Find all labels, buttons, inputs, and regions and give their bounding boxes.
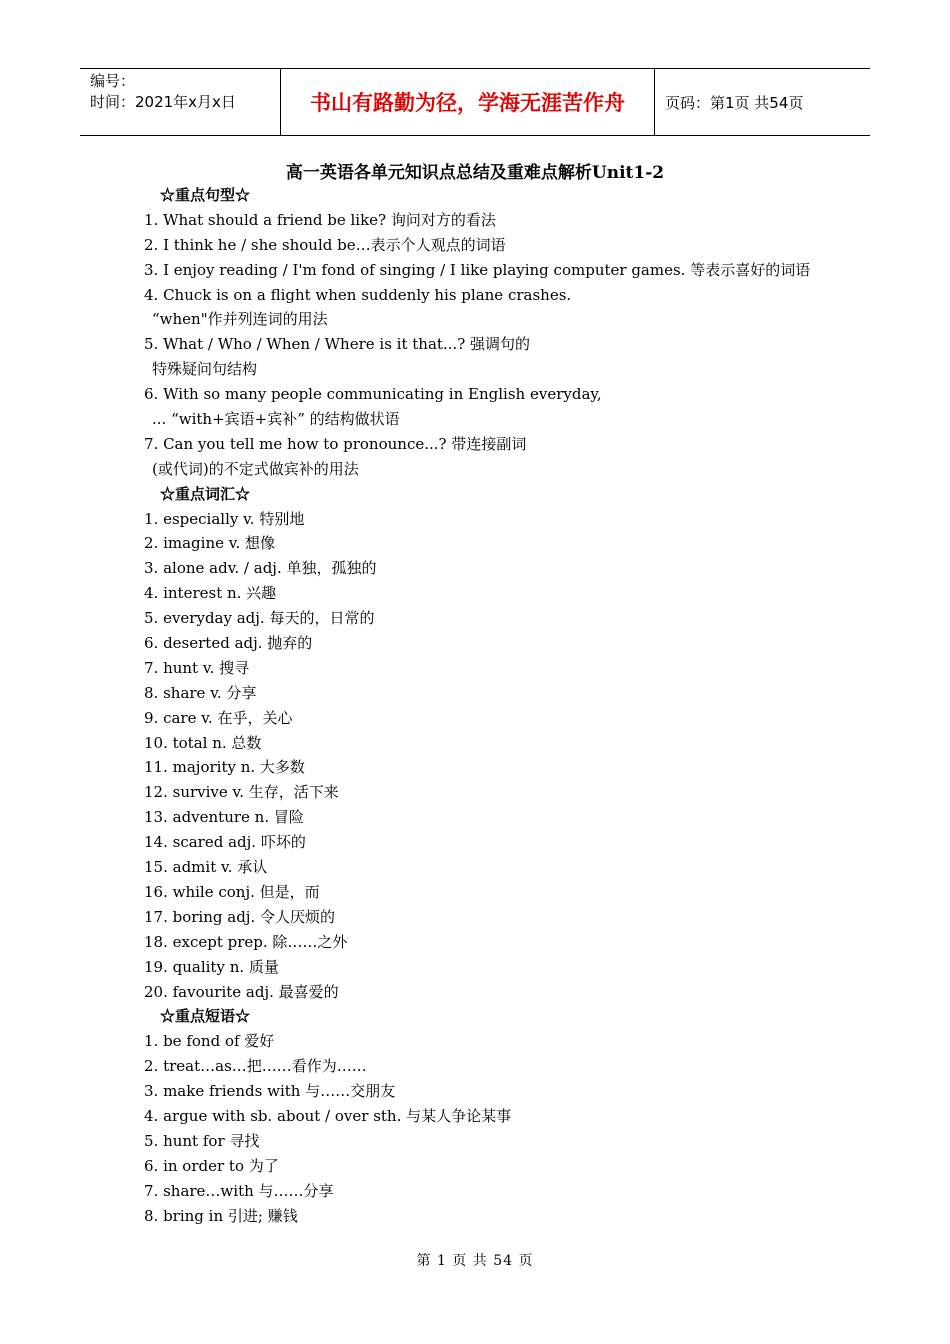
document-body xyxy=(144,183,864,1228)
vocab-item: 12. survive v. 生存，活下来 xyxy=(144,783,339,802)
sentence-item: 6. With so many people communicating in English everyday, xyxy=(144,385,602,404)
section-heading-phrases: ☆重点短语☆ xyxy=(160,1007,251,1026)
sentence-note: ... “with+宾语+宾补” 的结构做状语 xyxy=(152,410,400,429)
vocab-item: 17. boring adj. 令人厌烦的 xyxy=(144,907,335,926)
phrase-item: 7. share…with 与……分享 xyxy=(144,1181,334,1200)
header-motto: 书山有路勤为径，学海无涯苦作舟 xyxy=(281,69,655,135)
sentence-item: 4. Chuck is on a flight when suddenly his plane crashes. xyxy=(144,285,572,304)
sentence-note: 特殊疑问句结构 xyxy=(152,360,258,379)
phrase-item: 8. bring in 引进; 赚钱 xyxy=(144,1206,298,1225)
sentence-item: 1. What should a friend be like? 询问对方的看法 xyxy=(144,210,496,229)
phrase-item: 4. argue with sb. about / over sth. 与某人争论某事 xyxy=(144,1106,512,1125)
vocab-item: 10. total n. 总数 xyxy=(144,733,262,752)
section-heading-vocabulary: ☆重点词汇☆ xyxy=(160,484,251,503)
date-label: 时间：2021年x月x日 xyxy=(90,93,236,111)
vocab-item: 13. adventure n. 冒险 xyxy=(144,808,304,827)
vocab-item: 16. while conj. 但是，而 xyxy=(144,882,320,901)
phrase-item: 5. hunt for 寻找 xyxy=(144,1131,260,1150)
vocab-item: 9. care v. 在乎，关心 xyxy=(144,708,293,727)
phrase-item: 3. make friends with 与……交朋友 xyxy=(144,1082,396,1101)
sentence-note: (或代词)的不定式做宾补的用法 xyxy=(152,459,359,478)
vocab-item: 11. majority n. 大多数 xyxy=(144,758,305,777)
vocab-item: 20. favourite adj. 最喜爱的 xyxy=(144,982,339,1001)
phrase-item: 1. be fond of 爱好 xyxy=(144,1032,275,1051)
sentence-item: 2. I think he / she should be…表示个人观点的词语 xyxy=(144,235,506,254)
vocab-item: 15. admit v. 承认 xyxy=(144,858,268,877)
sentence-item: 7. Can you tell me how to pronounce...? 带连接副词 xyxy=(144,434,527,453)
vocab-item: 14. scared adj. 吓坏的 xyxy=(144,833,306,852)
header-page-number: 页码：第1页 共54页 xyxy=(665,93,804,112)
section-heading-sentences: ☆重点句型☆ xyxy=(160,186,251,204)
vocab-item: 8. share v. 分享 xyxy=(144,683,257,702)
vocab-item: 18. except prep. 除……之外 xyxy=(144,932,348,951)
vocab-item: 7. hunt v. 搜寻 xyxy=(144,658,250,677)
page-header xyxy=(80,68,870,136)
vocab-item: 5. everyday adj. 每天的，日常的 xyxy=(144,609,375,628)
serial-number-label: 编号： xyxy=(90,72,136,90)
sentence-note: “when"作并列连词的用法 xyxy=(152,310,328,329)
sentence-item: 3. I enjoy reading / I'm fond of singing / I like playing computer games. 等表示喜好的词语 xyxy=(144,260,811,279)
document-title: 高一英语各单元知识点总结及重难点解析Unit1-2 xyxy=(285,163,665,183)
vocab-item: 4. interest n. 兴趣 xyxy=(144,584,277,603)
vocab-item: 2. imagine v. 想像 xyxy=(144,534,275,553)
header-meta xyxy=(80,69,281,135)
vocab-item: 1. especially v. 特别地 xyxy=(144,509,305,528)
vocab-item: 3. alone adv. / adj. 单独，孤独的 xyxy=(144,559,377,578)
page-footer: 第 1 页 共 54 页 xyxy=(416,1253,534,1269)
vocab-item: 6. deserted adj. 抛弃的 xyxy=(144,634,313,653)
vocab-item: 19. quality n. 质量 xyxy=(144,957,279,976)
sentence-item: 5. What / Who / When / Where is it that...? 强调句的 xyxy=(144,335,531,354)
phrase-item: 2. treat…as…把……看作为…… xyxy=(144,1057,367,1076)
phrase-item: 6. in order to 为了 xyxy=(144,1156,279,1175)
